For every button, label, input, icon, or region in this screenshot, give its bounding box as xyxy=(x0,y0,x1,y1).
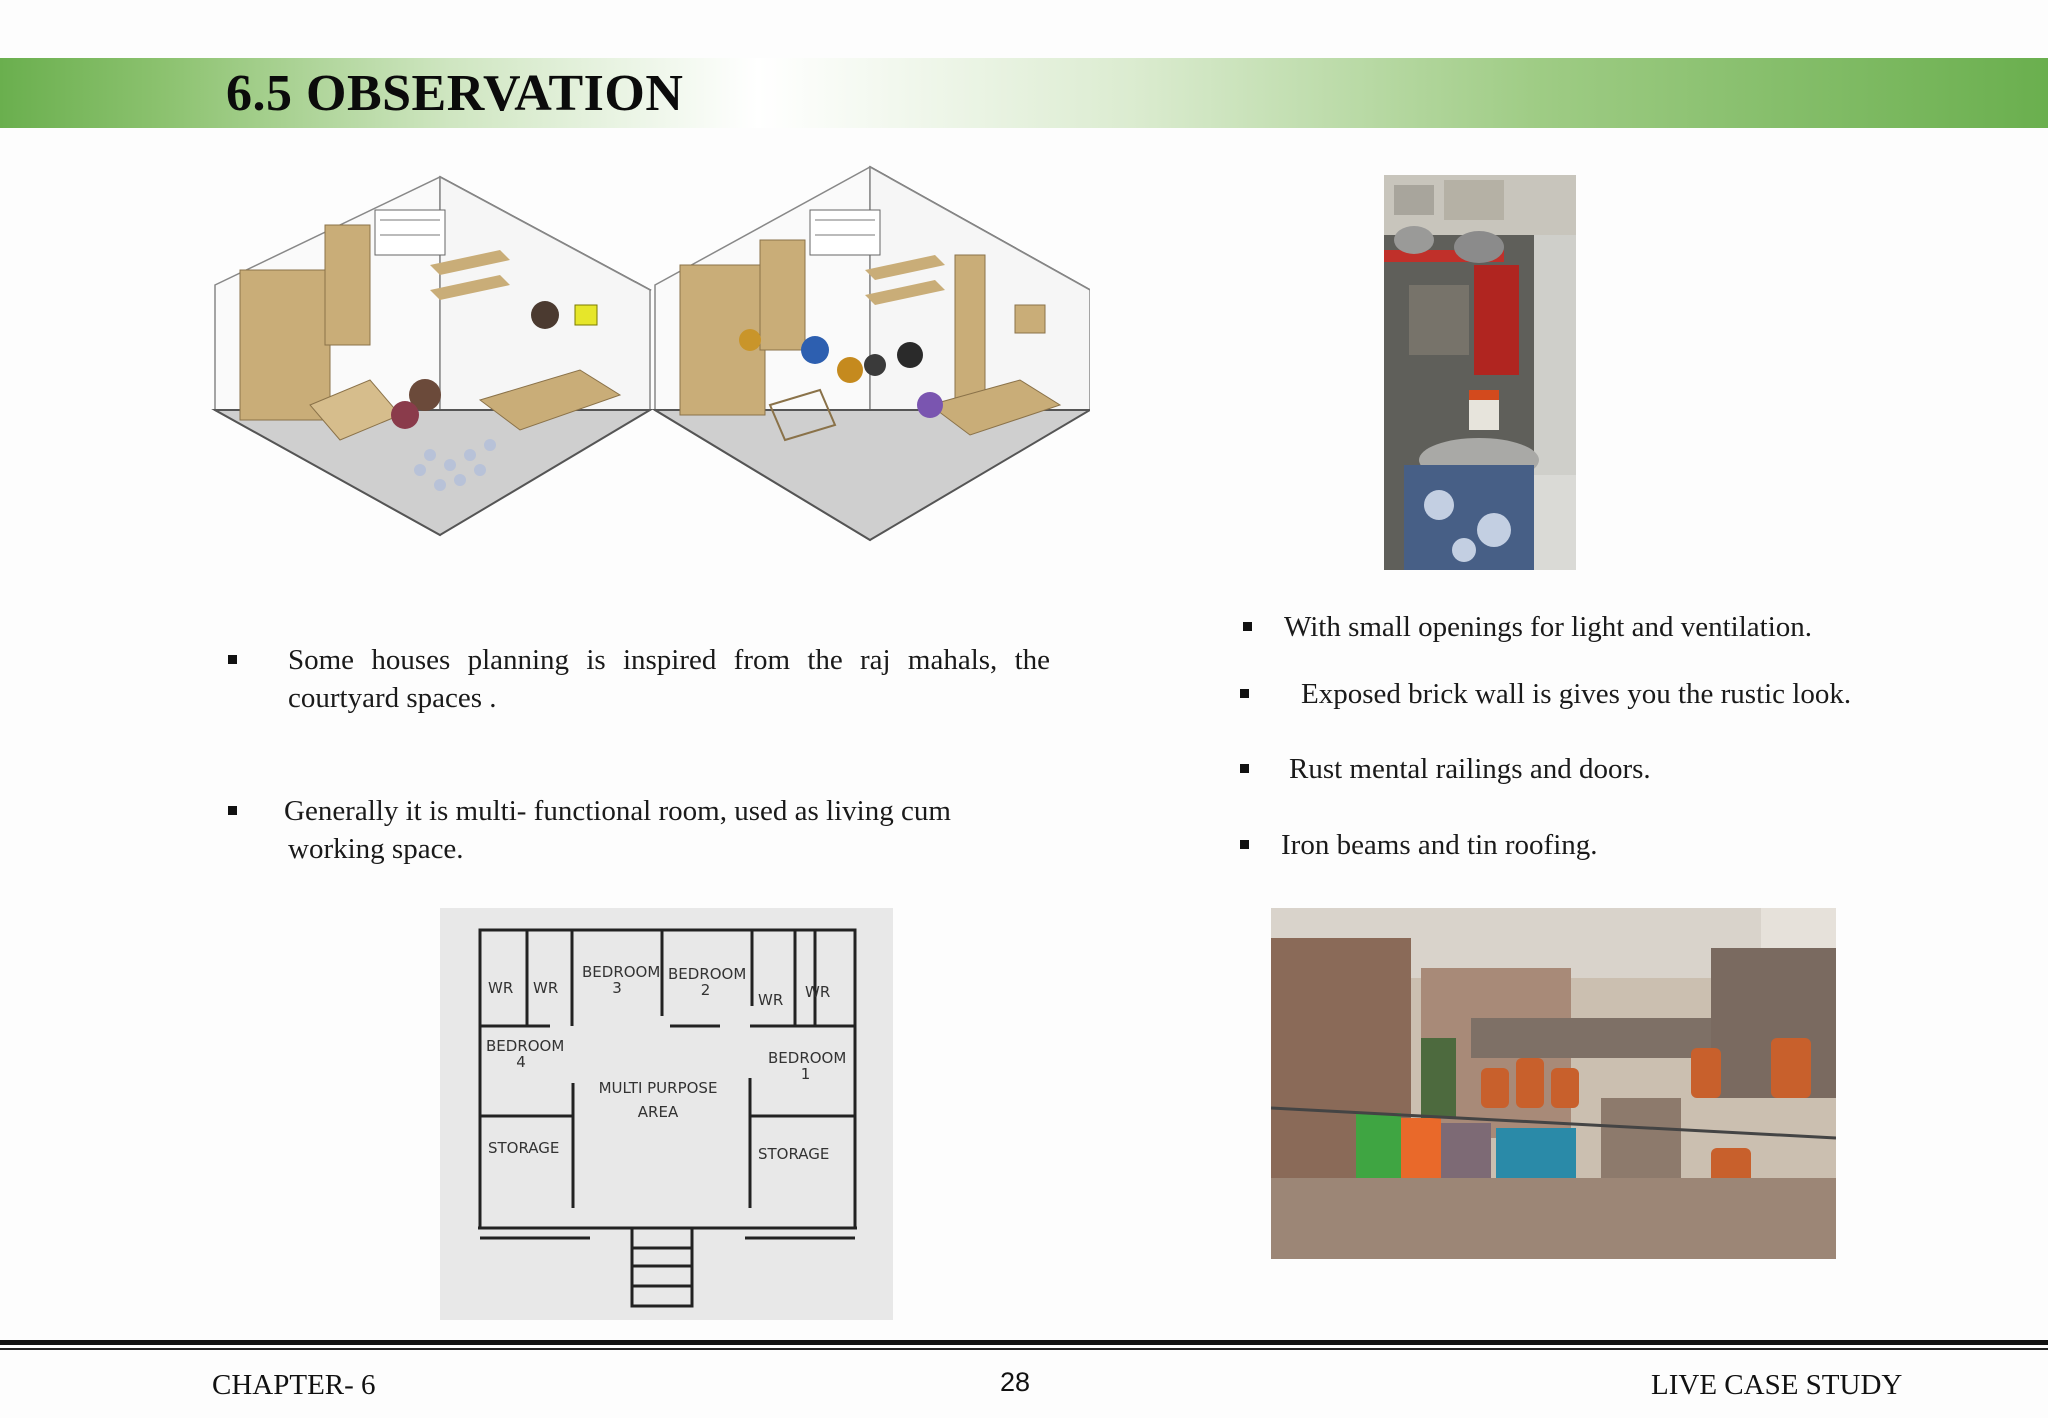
bullet-item-roofing xyxy=(1240,826,2000,866)
footer-chapter: CHAPTER- 6 xyxy=(212,1369,376,1401)
plan-label-wr: WR xyxy=(488,979,514,997)
footer-rule xyxy=(0,1340,2048,1345)
bullet-item-multifunctional xyxy=(228,792,1050,872)
bullet-text: Iron beams and tin roofing. xyxy=(1281,829,1598,861)
plan-label-bedroom-3: BEDROOM 3 xyxy=(582,963,661,997)
bullet-text-line2: courtyard spaces . xyxy=(288,682,497,714)
floor-plan-sketch xyxy=(440,908,893,1320)
plan-label-wr: WR xyxy=(758,991,784,1009)
bullet-text: Rust mental railings and doors. xyxy=(1289,753,1651,785)
isometric-room-views xyxy=(210,165,1090,545)
footer-rule xyxy=(0,1348,2048,1350)
bullet-item-openings xyxy=(1243,608,2003,648)
isometric-room-1 xyxy=(215,177,650,535)
isometric-room-2 xyxy=(655,167,1090,540)
bullet-text: With small openings for light and ventilation. xyxy=(1284,611,1813,643)
footer-section-title: LIVE CASE STUDY xyxy=(1651,1369,1903,1401)
bullet-text: Exposed brick wall is gives you the rustic look. xyxy=(1301,678,1852,710)
bullet-square-icon xyxy=(228,806,237,815)
plan-label-multi-purpose-area: MULTI PURPOSE AREA xyxy=(598,1079,718,1121)
bullet-square-icon xyxy=(1240,764,1249,773)
plan-label-storage: STORAGE xyxy=(488,1139,560,1157)
page-title: 6.5 OBSERVATION xyxy=(226,65,684,122)
bullet-text-line1: Generally it is multi- functional room, used as living cum xyxy=(284,795,951,827)
page-number: 28 xyxy=(1000,1367,1031,1397)
bullet-square-icon xyxy=(228,655,237,664)
interior-photo xyxy=(1384,175,1576,570)
plan-label-storage: STORAGE xyxy=(758,1145,830,1163)
plan-label-bedroom-2: BEDROOM 2 xyxy=(668,965,747,999)
bullet-square-icon xyxy=(1243,622,1252,631)
plan-label-bedroom-1: BEDROOM 1 xyxy=(768,1049,847,1083)
plan-label-wr: WR xyxy=(805,983,831,1001)
rooftop-photo xyxy=(1271,908,1836,1259)
bullet-item-planning xyxy=(228,641,1050,721)
bullet-item-railings xyxy=(1240,750,2000,790)
bullet-square-icon xyxy=(1240,840,1249,849)
bullet-item-brick-wall xyxy=(1240,675,2020,715)
bullet-text-line1: Some houses planning is inspired from the raj mahals, the xyxy=(288,644,1050,676)
bullet-square-icon xyxy=(1240,689,1249,698)
plan-label-bedroom-4: BEDROOM 4 xyxy=(486,1037,565,1071)
bullet-text-line2: working space. xyxy=(288,833,464,865)
plan-label-wr: WR xyxy=(533,979,559,997)
